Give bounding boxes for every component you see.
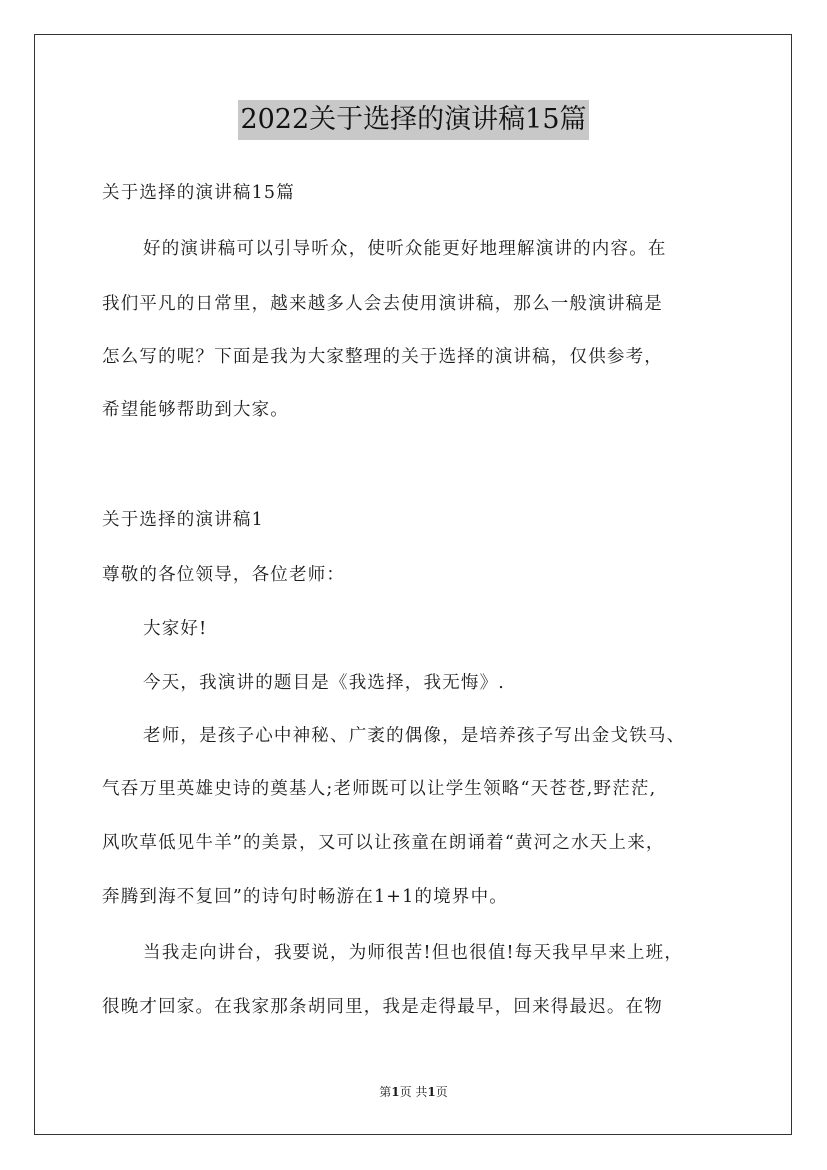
footer-suffix: 页 [435, 1085, 448, 1099]
footer-mid: 页 共 [399, 1085, 428, 1099]
intro-line-3: 怎么写的呢？下面是我为大家整理的关于选择的演讲稿，仅供参考， [102, 347, 663, 367]
body-line-2: 老师，是孩子心中神秘、广袤的偶像，是培养孩子写出金戈铁马、 [143, 726, 686, 746]
body-line-7: 很晚才回家。在我家那条胡同里，我是走得最早，回来得最迟。在物 [102, 997, 663, 1017]
body-line-4: 风吹草低见牛羊”的美景，又可以让孩童在朗诵着“黄河之水天上来， [102, 833, 665, 853]
intro-line-2: 我们平凡的日常里，越来越多人会去使用演讲稿，那么一般演讲稿是 [102, 294, 663, 314]
subtitle: 关于选择的演讲稿15篇 [102, 183, 295, 203]
section-heading: 关于选择的演讲稿1 [102, 510, 264, 530]
intro-line-4: 希望能够帮助到大家。 [102, 400, 289, 420]
greeting: 大家好! [143, 619, 208, 639]
footer-page-total: 1 [427, 1085, 436, 1099]
body-line-6: 当我走向讲台，我要说，为师很苦!但也很值!每天我早早来上班， [143, 943, 684, 963]
footer-prefix: 第 [379, 1085, 392, 1099]
body-line-1: 今天，我演讲的题目是《我选择，我无悔》. [143, 673, 506, 693]
title-container [0, 100, 827, 140]
page-footer [0, 1084, 827, 1100]
document-title: 2022关于选择的演讲稿15篇 [238, 100, 588, 140]
body-line-3: 气吞万里英雄史诗的奠基人;老师既可以让学生领略“天苍苍,野茫茫, [102, 779, 657, 799]
salutation: 尊敬的各位领导，各位老师： [102, 565, 346, 585]
body-line-5: 奔腾到海不复回”的诗句时畅游在1+1的境界中。 [102, 887, 508, 907]
footer-page-number: 1 [391, 1085, 400, 1099]
intro-line-1: 好的演讲稿可以引导听众，使听众能更好地理解演讲的内容。在 [143, 239, 667, 259]
